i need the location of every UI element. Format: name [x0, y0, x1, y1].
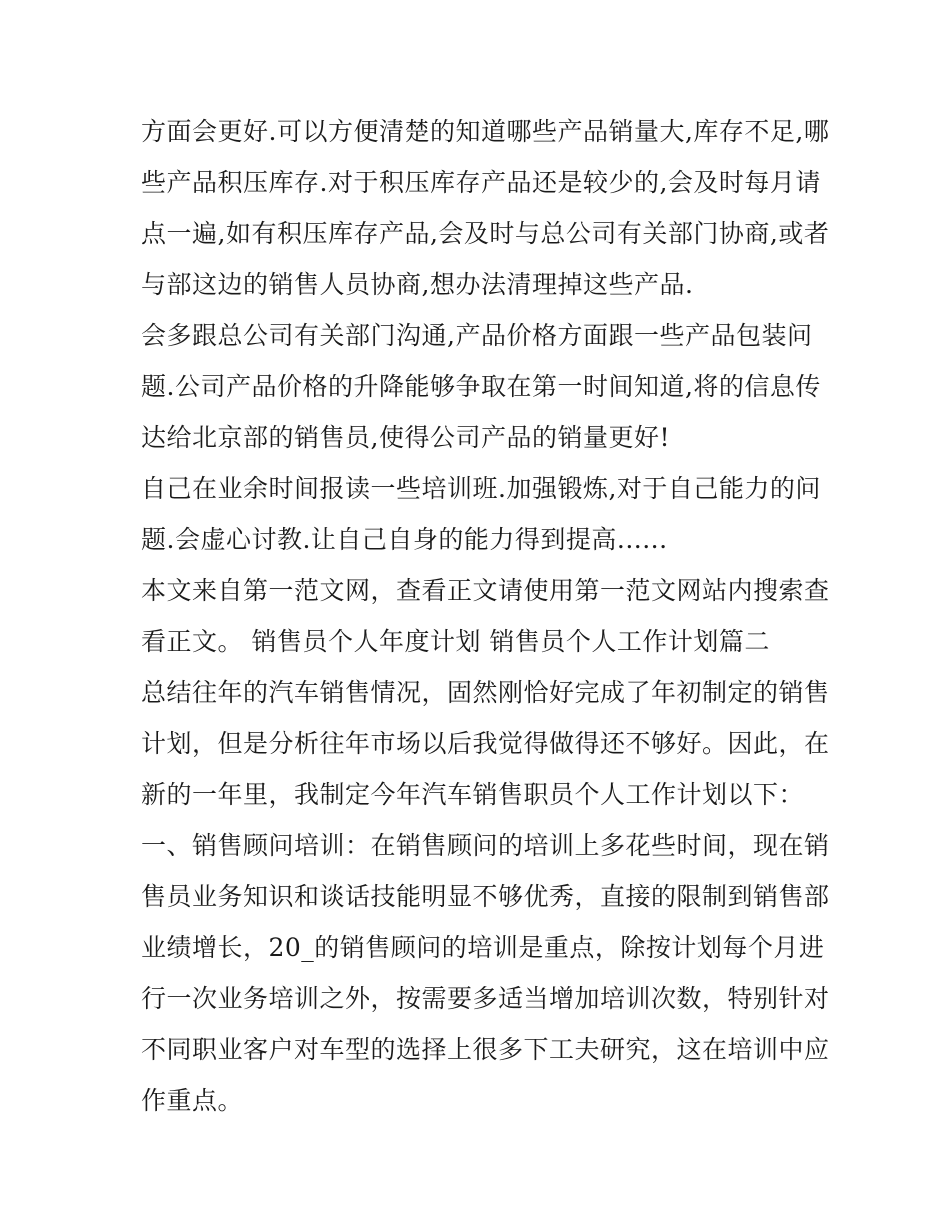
text-line: 售员业务知识和谈话技能明显不够优秀，直接的限制到销售部: [141, 882, 830, 911]
text-line: 不同职业客户对车型的选择上很多下工夫研究，这在培训中应: [141, 1035, 830, 1064]
text-line: 作重点。: [141, 1086, 244, 1115]
text-line: 与部这边的销售人员协商,想办法清理掉这些产品.: [141, 270, 694, 299]
text-line: 一、销售顾问培训：在销售顾问的培训上多花些时间，现在销: [141, 831, 830, 860]
text-line: 总结往年的汽车销售情况，固然刚恰好完成了年初制定的销售: [141, 678, 830, 707]
text-line: 会多跟总公司有关部门沟通,产品价格方面跟一些产品包装问: [141, 321, 813, 350]
text-line: 看正文。 销售员个人年度计划 销售员个人工作计划篇二: [141, 627, 770, 656]
text-line: 题.会虚心讨教.让自己自身的能力得到提高......: [141, 525, 668, 554]
text-line: 本文来自第一范文网，查看正文请使用第一范文网站内搜索查: [141, 576, 830, 605]
text-line: 些产品积压库存.对于积压库存产品还是较少的,会及时每月请: [141, 168, 821, 197]
text-line: 方面会更好.可以方便清楚的知道哪些产品销量大,库存不足,哪: [141, 117, 830, 146]
text-line: 新的一年里，我制定今年汽车销售职员个人工作计划以下：: [141, 780, 805, 809]
text-line: 自己在业余时间报读一些培训班.加强锻炼,对于自己能力的问: [141, 474, 821, 503]
text-line: 业绩增长，20_的销售顾问的培训是重点，除按计划每个月进: [141, 933, 825, 962]
document-body: [141, 106, 830, 1126]
text-line: 题.公司产品价格的升降能够争取在第一时间知道,将的信息传: [141, 372, 821, 401]
text-line: 计划，但是分析往年市场以后我觉得做得还不够好。因此，在: [141, 729, 830, 758]
text-line: 行一次业务培训之外，按需要多适当增加培训次数，特别针对: [141, 984, 830, 1013]
text-line: 达给北京部的销售员,使得公司产品的销量更好!: [141, 423, 670, 452]
text-line: 点一遍,如有积压库存产品,会及时与总公司有关部门协商,或者: [141, 219, 830, 248]
